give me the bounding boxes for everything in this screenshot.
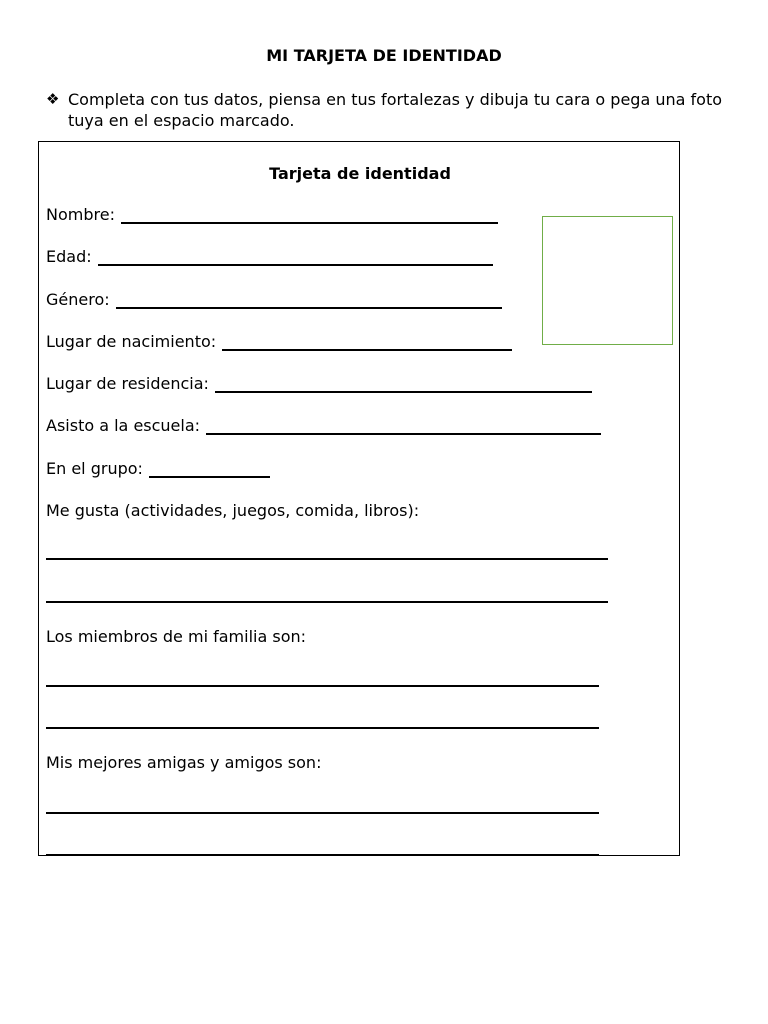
- field-edad: [46, 247, 493, 267]
- family-line-2[interactable]: [46, 727, 599, 729]
- photo-box[interactable]: [542, 216, 673, 345]
- card-title: Tarjeta de identidad: [269, 164, 451, 183]
- field-label: Asisto a la escuela:: [46, 416, 201, 435]
- instruction: [46, 89, 722, 131]
- field-escuela: [46, 416, 601, 436]
- edad-blank[interactable]: [98, 264, 493, 266]
- lugar-residencia-blank[interactable]: [215, 391, 592, 393]
- family-line-1[interactable]: [46, 685, 599, 687]
- page-title: MI TARJETA DE IDENTIDAD: [266, 46, 502, 65]
- field-label: Nombre:: [46, 205, 115, 224]
- likes-line-1[interactable]: [46, 558, 608, 560]
- field-lugar-residencia: [46, 374, 592, 394]
- family-label: Los miembros de mi familia son:: [46, 627, 307, 646]
- instruction-text: Completa con tus datos, piensa en tus fortalezas y dibuja tu cara o pega una foto tuya en el espacio marcado.: [68, 90, 722, 130]
- field-label: En el grupo:: [46, 459, 143, 478]
- friends-label: Mis mejores amigas y amigos son:: [46, 753, 322, 772]
- likes-line-2[interactable]: [46, 601, 608, 603]
- diamond-bullet-icon: ❖: [46, 90, 60, 108]
- field-nombre: [46, 205, 498, 225]
- field-label: Lugar de nacimiento:: [46, 332, 217, 351]
- likes-label: Me gusta (actividades, juegos, comida, libros):: [46, 501, 420, 520]
- field-label: Lugar de residencia:: [46, 374, 209, 393]
- field-label: Género:: [46, 290, 110, 309]
- escuela-blank[interactable]: [206, 433, 601, 435]
- friends-line-1[interactable]: [46, 812, 599, 814]
- lugar-nacimiento-blank[interactable]: [222, 349, 512, 351]
- field-lugar-nacimiento: [46, 332, 512, 352]
- field-grupo: [46, 459, 270, 479]
- identity-card: [38, 141, 680, 856]
- nombre-blank[interactable]: [121, 222, 498, 224]
- field-genero: [46, 290, 502, 310]
- genero-blank[interactable]: [116, 307, 502, 309]
- friends-line-2[interactable]: [46, 854, 599, 856]
- field-label: Edad:: [46, 247, 92, 266]
- grupo-blank[interactable]: [149, 476, 270, 478]
